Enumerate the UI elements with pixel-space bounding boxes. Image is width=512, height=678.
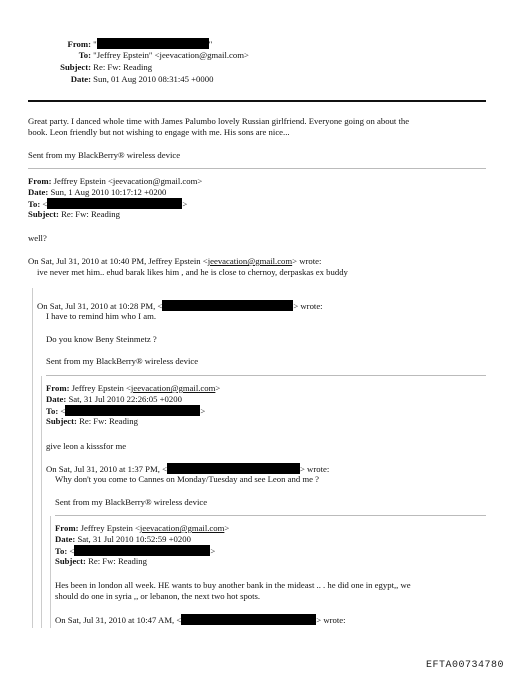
message2-subject-row xyxy=(28,209,120,220)
quote-bar-level3 xyxy=(50,516,51,628)
message6-from-label: From: xyxy=(55,523,79,533)
message2-date-row xyxy=(28,187,166,198)
redaction-block xyxy=(47,198,182,209)
quote-intro-suffix: > wrote: xyxy=(292,256,322,266)
redaction-block xyxy=(167,463,300,474)
message3-line1: I have to remind him who I am. xyxy=(46,311,157,321)
message3-divider xyxy=(46,375,486,376)
message1-body-line2: book. Leon friendly but not wishing to engage with me. His sons are nice... xyxy=(28,127,290,137)
header-to-value: "Jeffrey Epstein" <jeevacation@gmail.com> xyxy=(93,50,249,60)
message6-from-close: > xyxy=(224,523,230,533)
message3-signature: Sent from my BlackBerry® wireless device xyxy=(46,356,199,366)
message2-body: well? xyxy=(28,233,47,243)
message6-to-open: < xyxy=(69,546,75,556)
message2-subject-label: Subject: xyxy=(28,209,59,219)
message6-to-close: > xyxy=(210,546,216,556)
message4-from-row xyxy=(46,383,220,394)
message6-subject-row xyxy=(55,556,147,567)
quote-bar-level1 xyxy=(32,288,33,628)
message5-line1: Why don't you come to Cannes on Monday/Tuesday and see Leon and me ? xyxy=(55,474,319,484)
message2-from-value: Jeffrey Epstein <jeevacation@gmail.com> xyxy=(53,176,203,186)
header-from-label: From: xyxy=(67,39,91,49)
quote-intro-text: On Sat, Jul 31, 2010 at 10:28 PM, < xyxy=(37,301,163,311)
header-date-value: Sun, 01 Aug 2010 08:31:45 +0000 xyxy=(93,74,214,84)
message6-body-line2: should do one in syria ,, or lebanon, the next two hot spots. xyxy=(55,591,261,601)
email-link[interactable]: jeevacation@gmail.com xyxy=(139,523,225,533)
message4-to-label: To: xyxy=(46,406,59,416)
message6-from-row xyxy=(55,523,229,534)
header-from-row xyxy=(28,38,212,50)
message4-from-name: Jeffrey Epstein < xyxy=(71,383,131,393)
message4-subject-value: Re: Fw: Reading xyxy=(79,416,138,426)
email-link[interactable]: jeevacation@gmail.com xyxy=(130,383,216,393)
message6-subject-label: Subject: xyxy=(55,556,86,566)
message2-from-label: From: xyxy=(28,176,52,186)
message5-divider xyxy=(55,515,486,516)
bates-number: EFTA00734780 xyxy=(425,660,504,671)
header-subject-label: Subject: xyxy=(60,62,91,72)
message2-subject-value: Re: Fw: Reading xyxy=(61,209,120,219)
header-to-label: To: xyxy=(78,50,91,60)
message2-to-close: > xyxy=(182,199,188,209)
header-from-quote-open: " xyxy=(93,39,97,49)
header-from-quote-close: " xyxy=(208,39,213,49)
message1-divider xyxy=(28,168,486,169)
header-divider xyxy=(28,100,486,102)
header-date-row xyxy=(28,74,213,85)
header-subject-value: Re: Fw: Reading xyxy=(93,62,153,72)
header-to-row xyxy=(28,50,249,61)
message1-body-line1: Great party. I danced whole time with James Palumbo lovely Russian girlfriend. Everyone going on about the xyxy=(28,116,410,126)
header-subject-row xyxy=(28,62,152,73)
message6-from-name: Jeffrey Epstein < xyxy=(80,523,140,533)
message4-date-value: Sat, 31 Jul 2010 22:26:05 +0200 xyxy=(68,394,182,404)
quote-intro-suffix: > wrote: xyxy=(293,301,323,311)
message4-date-label: Date: xyxy=(46,394,67,404)
email-link[interactable]: jeevacation@gmail.com xyxy=(207,256,293,266)
redaction-block xyxy=(74,545,210,556)
header-date-label: Date: xyxy=(70,74,91,84)
message6-date-label: Date: xyxy=(55,534,76,544)
message4-subject-row xyxy=(46,416,138,427)
redaction-block xyxy=(181,614,316,625)
quote-intro-text: On Sat, Jul 31, 2010 at 1:37 PM, < xyxy=(46,464,167,474)
redaction-block xyxy=(162,300,293,311)
message6-body-line1: Hes been in london all week. HE wants to buy another bank in the mideast .. . he did one in egypt,, we xyxy=(55,580,411,590)
message6-subject-value: Re: Fw: Reading xyxy=(88,556,147,566)
quote-bar-level2 xyxy=(41,376,42,628)
message2-date-label: Date: xyxy=(28,187,49,197)
quote-intro-suffix: > wrote: xyxy=(299,464,330,474)
message6-date-value: Sat, 31 Jul 2010 10:52:59 +0200 xyxy=(77,534,191,544)
message4-to-close: > xyxy=(200,406,206,416)
message4-body: give leon a kisssfor me xyxy=(46,441,127,451)
redaction-block xyxy=(97,38,209,49)
message4-to-open: < xyxy=(60,406,66,416)
quote-intro-text: On Sat, Jul 31, 2010 at 10:47 AM, < xyxy=(55,615,182,625)
message2-quote-intro xyxy=(28,256,321,267)
message6-to-label: To: xyxy=(55,546,68,556)
message2-date-value: Sun, 1 Aug 2010 10:17:12 +0200 xyxy=(50,187,167,197)
message4-from-label: From: xyxy=(46,383,70,393)
message4-subject-label: Subject: xyxy=(46,416,77,426)
message4-date-row xyxy=(46,394,182,405)
message2-to-open: < xyxy=(42,199,48,209)
message6-intro xyxy=(55,614,346,626)
message2-to-label: To: xyxy=(28,199,41,209)
message6-date-row xyxy=(55,534,191,545)
message2-from-row xyxy=(28,176,202,187)
message5-signature: Sent from my BlackBerry® wireless device xyxy=(55,497,208,507)
message3-line2: Do you know Beny Steinmetz ? xyxy=(46,334,157,344)
redaction-block xyxy=(65,405,200,416)
quote-intro-suffix: > wrote: xyxy=(316,615,346,625)
quote-intro-text: On Sat, Jul 31, 2010 at 10:40 PM, Jeffrey Epstein < xyxy=(28,256,208,266)
message1-signature: Sent from my BlackBerry® wireless device xyxy=(28,150,181,160)
message4-from-close: > xyxy=(215,383,221,393)
message2-quote-body: ive never met him.. ehud barak likes him , and he is close to chernoy, derpaskas ex buddy xyxy=(37,267,348,277)
